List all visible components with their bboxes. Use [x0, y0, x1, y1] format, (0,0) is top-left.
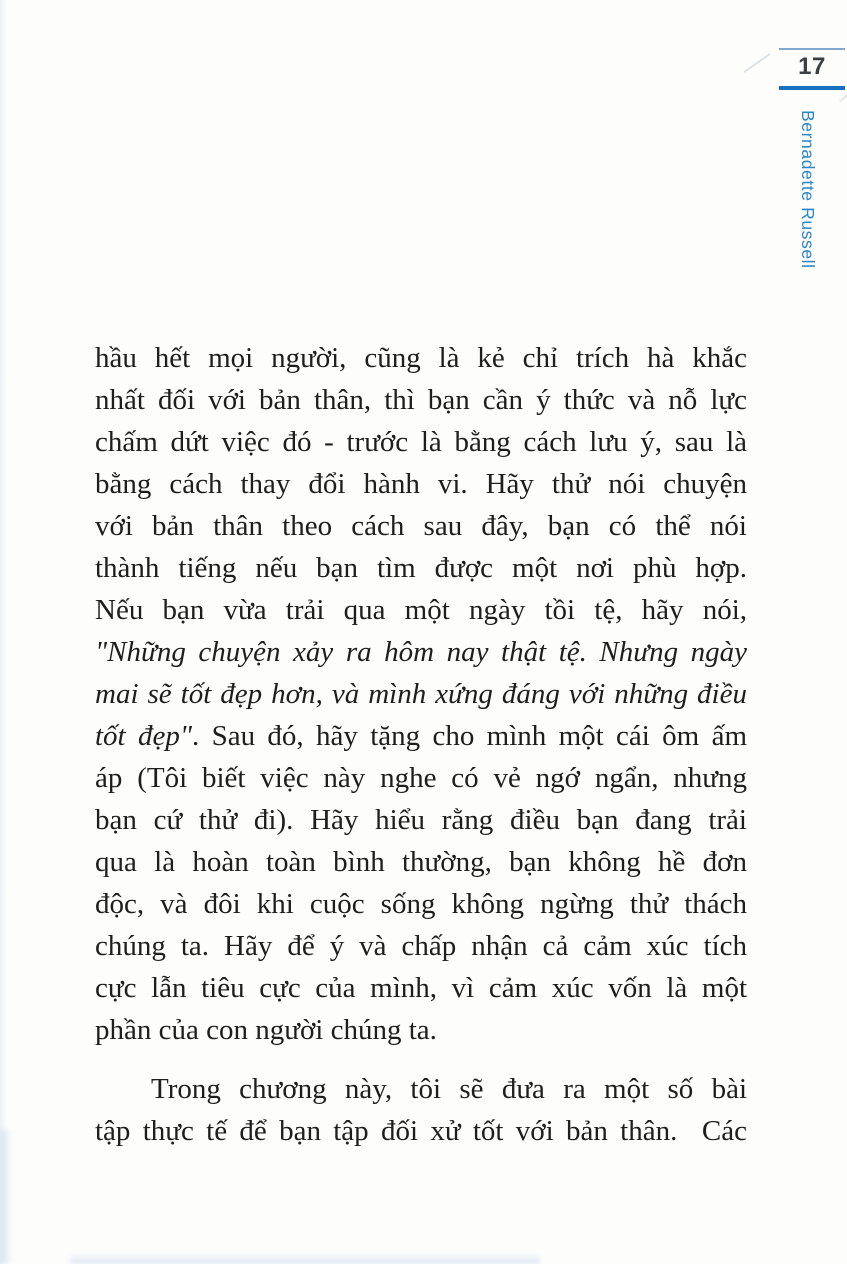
body-text-line: Nếu bạn vừa trải qua một ngày tồi tệ, hãy nói, — [95, 594, 747, 626]
body-text-line-quote-end: tốt đẹp". Sau đó, hãy tặng cho mình một cái ôm ấm — [95, 720, 747, 752]
scan-artifact-bottom-streak — [70, 1253, 540, 1264]
body-text-line: thành tiếng nếu bạn tìm được một nơi phù hợp. — [95, 552, 747, 584]
scan-artifact-scratch — [743, 53, 770, 73]
body-text-line: độc, và đôi khi cuộc sống không ngừng thử thách — [95, 888, 747, 920]
body-text — [95, 337, 747, 1152]
body-text-line: phần của con người chúng ta. — [95, 1014, 437, 1046]
body-text-line: bằng cách thay đổi hành vi. Hãy thử nói chuyện — [95, 468, 747, 500]
body-text-line-quote: mai sẽ tốt đẹp hơn, và mình xứng đáng với những điều — [95, 678, 747, 710]
page-number: 17 — [798, 53, 826, 80]
body-text-line: nhất đối với bản thân, thì bạn cần ý thức và nỗ lực — [95, 384, 747, 416]
body-text-line: chúng ta. Hãy để ý và chấp nhận cả cảm xúc tích — [95, 930, 747, 962]
body-text-line: cực lẫn tiêu cực của mình, vì cảm xúc vốn là một — [95, 972, 747, 1004]
body-text-line: Trong chương này, tôi sẽ đưa ra một số bài — [151, 1073, 747, 1105]
body-text-line: bạn cứ thử đi). Hãy hiểu rằng điều bạn đang trải — [95, 804, 747, 836]
body-text-line: áp (Tôi biết việc này nghe có vẻ ngớ ngẩn, nhưng — [95, 762, 747, 794]
body-text-line: tập thực tế để bạn tập đối xử tốt với bản thân. Các — [95, 1115, 747, 1147]
page-number-block — [779, 48, 845, 90]
scan-artifact-left-edge — [0, 0, 7, 1264]
body-text-line: với bản thân theo cách sau đây, bạn có thể nói — [95, 510, 747, 542]
scan-artifact-bottom-left — [0, 1130, 14, 1264]
body-text-line: qua là hoàn toàn bình thường, bạn không hề đơn — [95, 846, 747, 878]
scan-artifact-scratch — [839, 92, 847, 103]
body-text-line-quote: "Những chuyện xảy ra hôm nay thật tệ. Nhưng ngày — [95, 636, 747, 668]
author-vertical-label: Bernadette Russell — [798, 110, 818, 269]
body-text-line: hầu hết mọi người, cũng là kẻ chỉ trích hà khắc — [95, 342, 747, 374]
body-text-line: chấm dứt việc đó - trước là bằng cách lưu ý, sau là — [95, 426, 747, 458]
